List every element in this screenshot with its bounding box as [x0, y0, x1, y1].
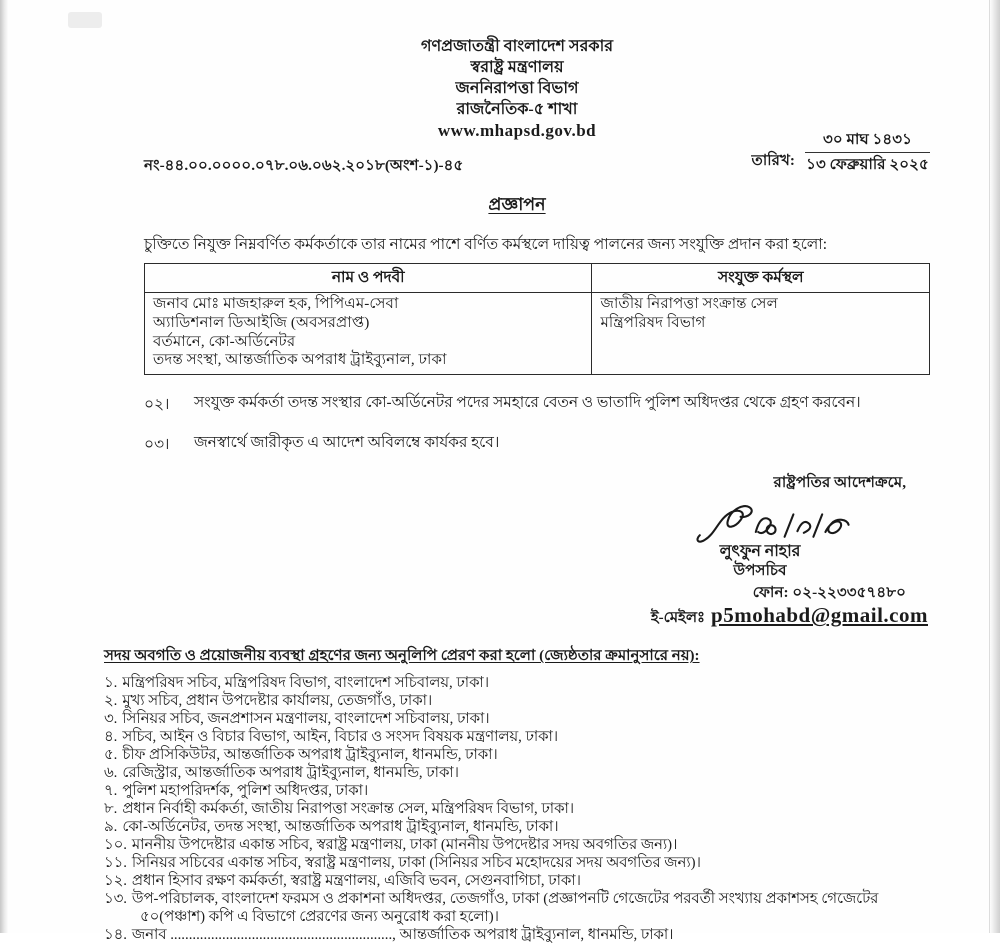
table-row: [145, 293, 930, 375]
distribution-item-7: ৭. পুলিশ মহাপরিদর্শক, পুলিশ অধিদপ্তর, ঢাকা।: [104, 783, 369, 800]
officer-org-line: তদন্ত সংস্থা, আন্তর্জাতিক অপরাধ ট্রাইব্যুনাল, ঢাকা: [153, 351, 447, 369]
signatory-email-line: [651, 603, 930, 631]
clause-number: ০৩।: [144, 436, 170, 454]
letterhead: [104, 36, 930, 141]
clause-number: ০২।: [144, 396, 170, 414]
station-line: মন্ত্রিপরিষদ বিভাগ: [600, 313, 706, 331]
by-order-text: রাষ্ট্রপতির আদেশক্রমে,: [773, 474, 906, 492]
officer-name-line: জনাব মোঃ মাজহারুল হক, পিপিএম-সেবা: [153, 295, 399, 312]
email-label: ই-মেইলঃ: [650, 610, 706, 627]
distribution-item-10: ১০. মাননীয় উপদেষ্টার একান্ত সচিব, স্বরাষ্ট্র মন্ত্রণালয়, ঢাকা (মাননীয় উপদেষ্টার সদয় অবগতির জন্য)।: [104, 837, 678, 854]
handwritten-signature: [675, 500, 875, 548]
distribution-list: [104, 674, 930, 944]
header-line-government: গণপ্রজাতন্ত্রী বাংলাদেশ সরকার: [420, 38, 614, 55]
website-text: www.mhapsd.gov.bd: [437, 121, 597, 140]
date-label: তারিখ:: [751, 152, 795, 169]
date-bangla: ৩০ মাঘ ১৪৩১: [805, 130, 930, 153]
distribution-item-6: ৬. রেজিস্ট্রার, আন্তর্জাতিক অপরাধ ট্রাইব্যুনাল, ধানমন্ডি, ঢাকা।: [104, 765, 459, 782]
distribution-item-2: ২. মুখ্য সচিব, প্রধান উপদেষ্টার কার্যালয়, তেজগাঁও, ঢাকা।: [104, 693, 433, 710]
distribution-item-5: ৫. চীফ প্রসিকিউটর, আন্তর্জাতিক অপরাধ ট্রাইব্যুনাল, ধানমন্ডি, ঢাকা।: [104, 747, 498, 764]
document-title: প্রজ্ঞাপন: [488, 194, 546, 214]
distribution-intro: সদয় অবগতি ও প্রয়োজনীয় ব্যবস্থা গ্রহণের জন্য অনুলিপি প্রেরণ করা হলো (জ্যেষ্ঠতার ক্রমানুসারে নয়):: [104, 648, 700, 665]
email-address: p5mohabd@gmail.com: [711, 603, 928, 628]
signature-block: [590, 500, 930, 631]
distribution-item-14: ১৪. জনাব ............................................................, আন্তর্জাতিক অপরাধ ট্রাইব্যুনাল, ধানমন্ডি, ঢাকা।: [104, 927, 674, 944]
date-gregorian: ১৩ ফেব্রুয়ারি ২০২৫: [806, 156, 929, 173]
distribution-item-1: ১. মন্ত্রিপরিষদ সচিব, মন্ত্রিপরিষদ বিভাগ, বাংলাদেশ সচিবালয়, ঢাকা।: [104, 675, 490, 692]
officer-rank-line: অ্যাডিশনাল ডিআইজি (অবসরপ্রাপ্ত): [153, 313, 370, 331]
clause-03: [144, 433, 930, 458]
distribution-item-11: ১১. সিনিয়র সচিবের একান্ত সচিব, স্বরাষ্ট্র মন্ত্রণালয়, ঢাকা (সিনিয়র সচিব মহোদয়ের সদয় অবগতির জন্য)।: [104, 855, 701, 872]
station-line: জাতীয় নিরাপত্তা সংক্রান্ত সেল: [600, 295, 778, 312]
header-line-division: জননিরাপত্তা বিভাগ: [455, 80, 579, 97]
officer-current-post-line: বর্তমানে, কো-অর্ডিনেটর: [153, 332, 296, 350]
signatory-designation: উপসচিব: [733, 562, 787, 580]
distribution-item-8: ৮. প্রধান নির্বাহী কর্মকর্তা, জাতীয় নিরাপত্তা সংক্রান্ত সেল, মন্ত্রিপরিষদ বিভাগ, ঢাকা।: [104, 801, 575, 818]
reference-number: নং-৪৪.০০.০০০০.০৭৮.০৬.০৬২.২০১৮(অংশ-১)-৪৫: [144, 157, 464, 174]
clause-02: [144, 393, 930, 418]
distribution-item-3: ৩. সিনিয়র সচিব, জনপ্রশাসন মন্ত্রণালয়, বাংলাদেশ সচিবালয়, ঢাকা।: [104, 711, 490, 728]
table-header-row: [145, 264, 930, 293]
intro-paragraph: চুক্তিতে নিযুক্ত নিম্নবর্ণিত কর্মকর্তাকে তার নামের পাশে বর্ণিত কর্মস্থলে দায়িত্ব পালনের জন্য সংযুক্তি প্রদান করা হলো:: [144, 236, 827, 253]
signatory-phone: ফোন: ০২-২২৩৩৫৭৪৮০: [752, 584, 906, 602]
date-block: [751, 130, 930, 176]
assignment-table: [144, 263, 930, 375]
clause-text: জনস্বার্থে জারীকৃত এ আদেশ অবিলম্বে কার্যকর হবে।: [194, 434, 500, 452]
clause-text: সংযুক্ত কর্মকর্তা তদন্ত সংস্থার কো-অর্ডিনেটর পদের সমহারে বেতন ও ভাতাদি পুলিশ অধিদপ্তর থেকে গ্রহণ করবেন।: [194, 394, 861, 412]
header-line-branch: রাজনৈতিক-৫ শাখা: [456, 101, 578, 118]
column-header-name-designation: নাম ও পদবী: [145, 264, 592, 293]
cell-attached-station: [592, 293, 930, 375]
cell-name-designation: [145, 293, 592, 375]
signatory-name: লুৎফুন নাহার: [719, 543, 801, 561]
header-line-ministry: স্বরাষ্ট্র মন্ত্রণালয়: [470, 59, 564, 76]
distribution-item-13: ১৩. উপ-পরিচালক, বাংলাদেশ ফরমস ও প্রকাশনা অধিদপ্তর, তেজগাঁও, ঢাকা (প্রজ্ঞাপনটি গেজেটের পরবর্তী সংখ্যায় প্রকাশসহ গেজেটের ৫০(পঞ্চাশ) কপি এ বিভাগে প্রেরণের জন্য অনুরোধ করা হলো)।: [104, 891, 879, 926]
distribution-item-4: ৪. সচিব, আইন ও বিচার বিভাগ, আইন, বিচার ও সংসদ বিষয়ক মন্ত্রণালয়, ঢাকা।: [104, 729, 559, 746]
column-header-attached-station: সংযুক্ত কর্মস্থল: [592, 264, 930, 293]
distribution-item-9: ৯. কো-অর্ডিনেটর, তদন্ত সংস্থা, আন্তর্জাতিক অপরাধ ট্রাইব্যুনাল, ধানমন্ডি, ঢাকা।: [104, 819, 559, 836]
distribution-item-12: ১২. প্রধান হিসাব রক্ষণ কর্মকর্তা, স্বরাষ্ট্র মন্ত্রণালয়, এজিবি ভবন, সেগুনবাগিচা, ঢাকা।: [104, 873, 581, 890]
